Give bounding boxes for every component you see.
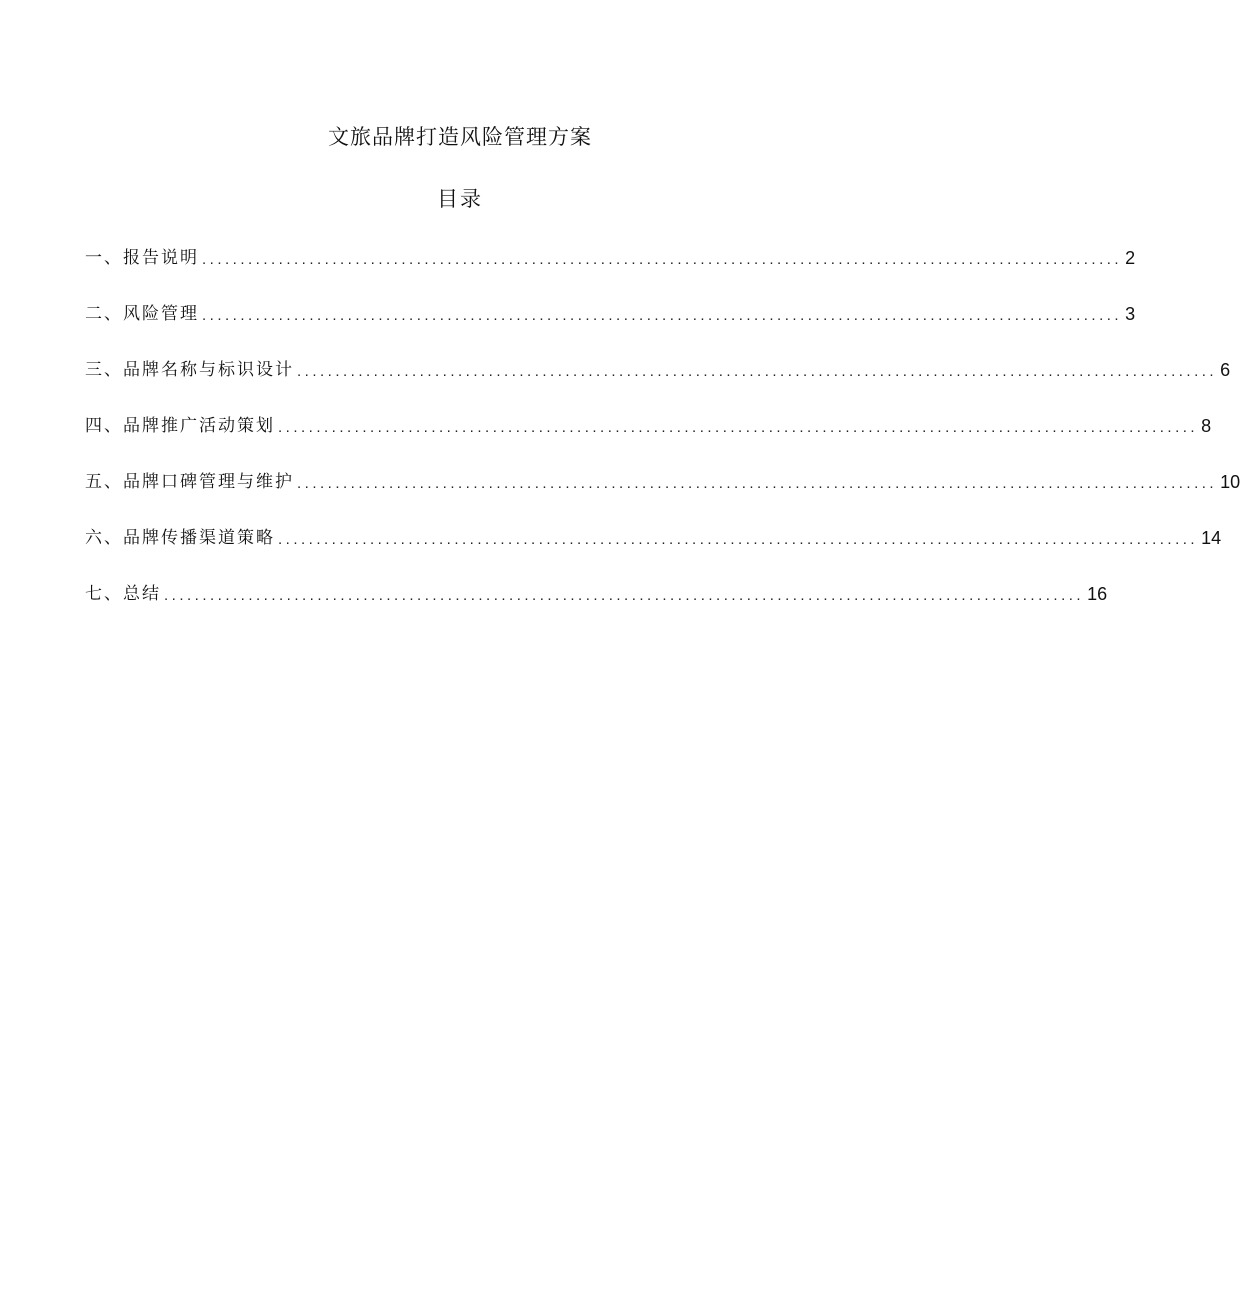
toc-heading: 目录 bbox=[437, 187, 483, 211]
toc-page-number: 8 bbox=[1201, 416, 1212, 436]
toc-dot-leader: ........................................................................................................................ bbox=[297, 475, 1218, 492]
toc-dot-leader: ........................................................................................................................ bbox=[202, 307, 1123, 324]
toc-page-number: 10 bbox=[1220, 472, 1240, 492]
toc-entry-label: 二、风险管理 bbox=[85, 304, 199, 324]
toc-entry-brand-reputation-management[interactable] bbox=[85, 468, 1240, 496]
document-title: 文旅品牌打造风险管理方案 bbox=[328, 125, 592, 149]
toc-entry-label: 七、总结 bbox=[85, 584, 161, 604]
toc-page-number: 6 bbox=[1220, 360, 1231, 380]
toc-entry-summary[interactable] bbox=[85, 580, 1108, 608]
toc-entry-label: 五、品牌口碑管理与维护 bbox=[85, 472, 294, 492]
toc-entry-brand-channel-strategy[interactable] bbox=[85, 524, 1222, 552]
toc-dot-leader: ........................................................................................................................ bbox=[202, 251, 1123, 268]
toc-entry-label: 三、品牌名称与标识设计 bbox=[85, 360, 294, 380]
toc-entry-label: 四、品牌推广活动策划 bbox=[85, 416, 275, 436]
toc-dot-leader: ........................................................................................................................ bbox=[297, 363, 1218, 380]
toc-page-number: 14 bbox=[1201, 528, 1222, 548]
toc-entry-brand-name-logo-design[interactable] bbox=[85, 356, 1231, 384]
toc-page-number: 2 bbox=[1125, 248, 1136, 268]
toc-entry-label: 六、品牌传播渠道策略 bbox=[85, 528, 275, 548]
toc-entry-brand-promotion-planning[interactable] bbox=[85, 412, 1212, 440]
toc-entry-label: 一、报告说明 bbox=[85, 248, 199, 268]
toc-page-number: 3 bbox=[1125, 304, 1136, 324]
toc-dot-leader: ........................................................................................................................ bbox=[278, 419, 1199, 436]
toc-dot-leader: ........................................................................................................................ bbox=[278, 531, 1199, 548]
toc-entry-risk-management[interactable] bbox=[85, 300, 1136, 328]
toc-entry-report-description[interactable] bbox=[85, 244, 1136, 272]
toc-page-number: 16 bbox=[1087, 584, 1108, 604]
toc-dot-leader: ........................................................................................................................ bbox=[164, 587, 1085, 604]
